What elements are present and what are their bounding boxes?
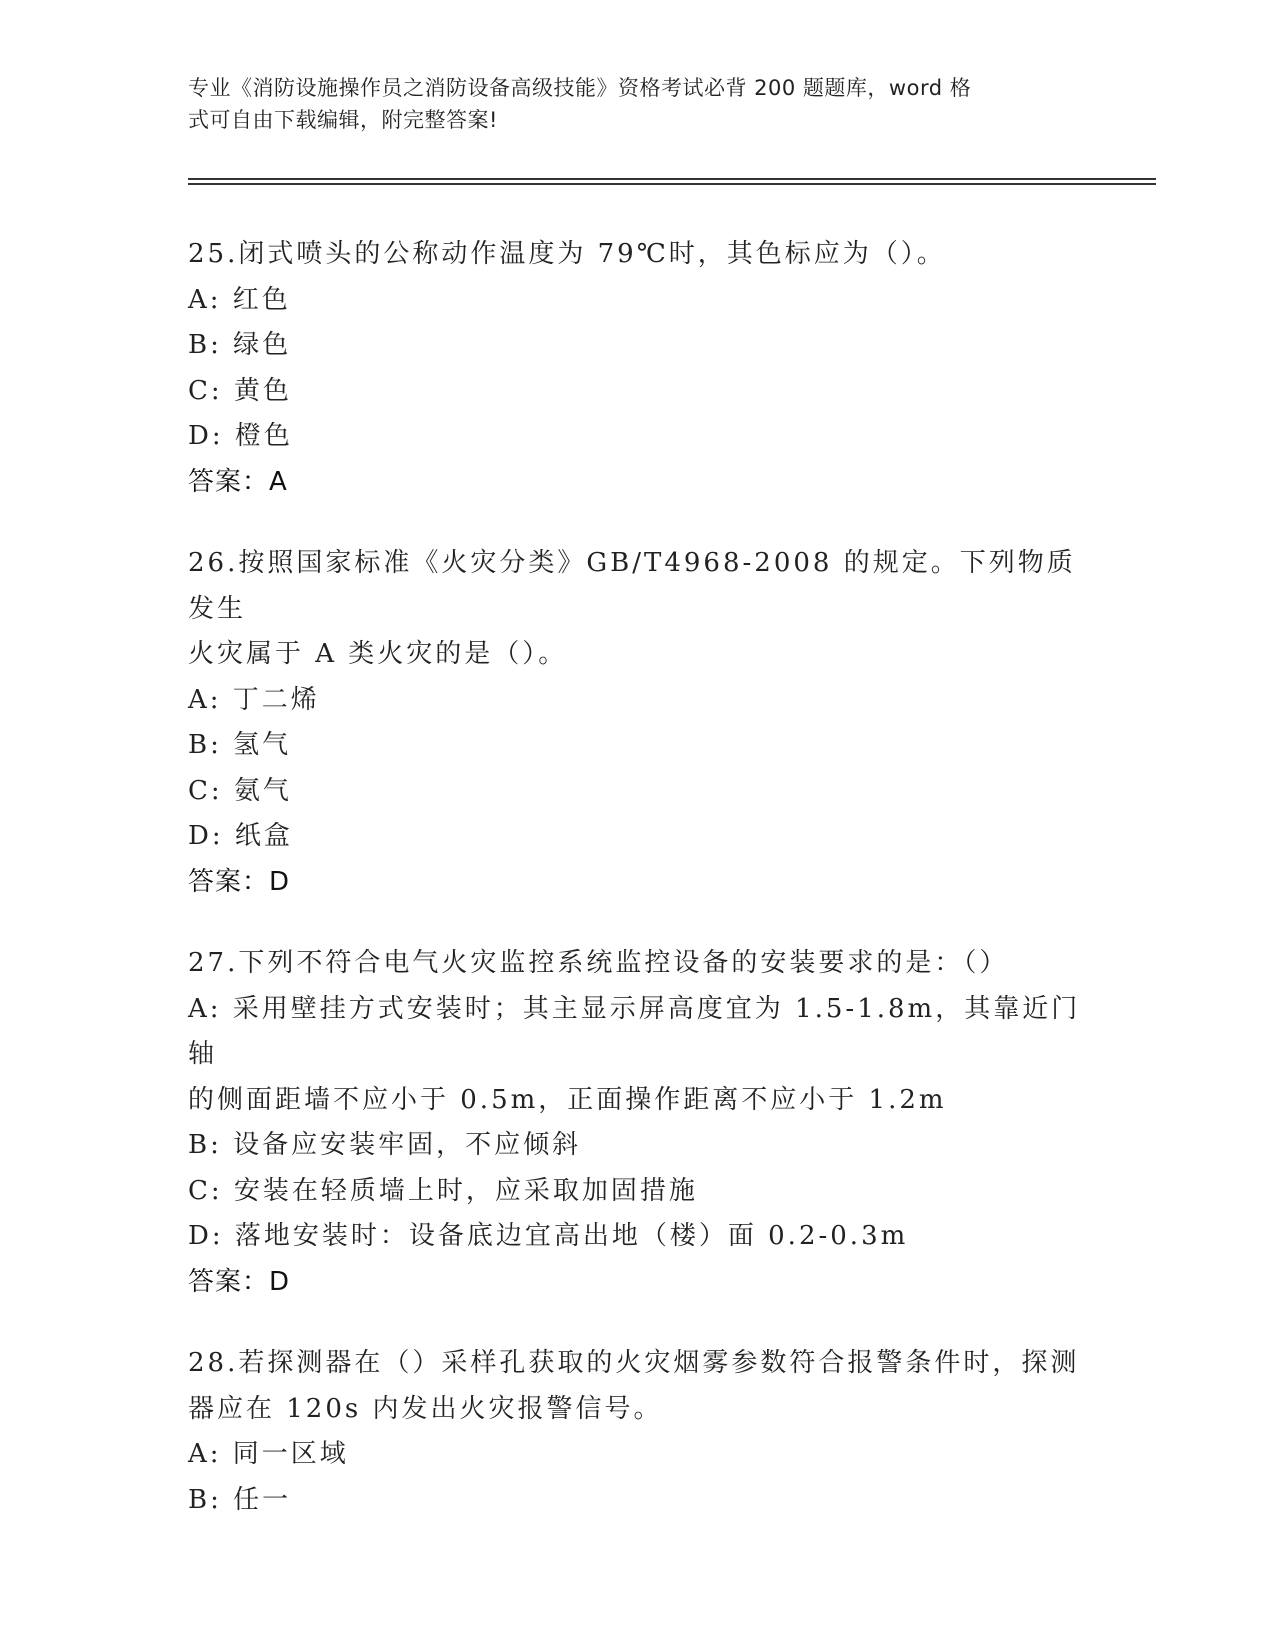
question-28 <box>188 1341 1088 1523</box>
option-c: C: 安装在轻质墙上时，应采取加固措施 <box>188 1175 698 1206</box>
question-list <box>188 232 1088 1559</box>
option-b: B: 设备应安装牢固，不应倾斜 <box>188 1130 582 1160</box>
header-rule-bottom <box>188 183 1156 185</box>
option-d: D: 落地安装时：设备底边宜高出地（楼）面 0.2-0.3m <box>188 1221 909 1251</box>
option-c: C: 黄色 <box>188 375 292 406</box>
header-line-1: 专业《消防设施操作员之消防设备高级技能》资格考试必背 200 题题库，word 格 <box>188 76 972 100</box>
header-line-2: 式可自由下载编辑，附完整答案! <box>188 108 498 132</box>
option-b: B: 任一 <box>188 1484 292 1515</box>
question-26 <box>188 541 1088 905</box>
option-d: D: 橙色 <box>188 421 293 451</box>
option-c: C: 氨气 <box>188 775 292 806</box>
question-text: 26.按照国家标准《火灾分类》GB/T4968-2008 的规定。下列物质发生 <box>188 548 1076 624</box>
question-text: 25.闭式喷头的公称动作温度为 79℃时，其色标应为（）。 <box>188 239 946 269</box>
option-a: A: 采用壁挂方式安装时；其主显示屏高度宜为 1.5-1.8m，其靠近门轴 <box>188 993 1081 1069</box>
question-text-cont: 火灾属于 A 类火灾的是（）。 <box>188 639 568 669</box>
option-a: A: 同一区域 <box>188 1439 349 1469</box>
document-header <box>188 72 1068 136</box>
header-rule-top <box>188 178 1156 180</box>
option-a-cont: 的侧面距墙不应小于 0.5m，正面操作距离不应小于 1.2m <box>188 1084 947 1115</box>
option-b: B: 绿色 <box>188 330 292 360</box>
question-text: 28.若探测器在（）采样孔获取的火灾烟雾参数符合报警条件时，探测 <box>188 1348 1080 1378</box>
option-a: A: 红色 <box>188 284 291 315</box>
question-text-cont: 器应在 120s 内发出火灾报警信号。 <box>188 1393 663 1424</box>
answer: 答案：A <box>188 466 288 497</box>
option-d: D: 纸盒 <box>188 821 293 851</box>
question-25 <box>188 232 1088 505</box>
question-text: 27.下列不符合电气火灾监控系统监控设备的安装要求的是：（） <box>188 948 1009 978</box>
option-b: B: 氢气 <box>188 730 292 760</box>
answer: 答案：D <box>188 1266 291 1297</box>
question-27 <box>188 941 1088 1305</box>
option-a: A: 丁二烯 <box>188 684 320 715</box>
answer: 答案：D <box>188 866 291 897</box>
